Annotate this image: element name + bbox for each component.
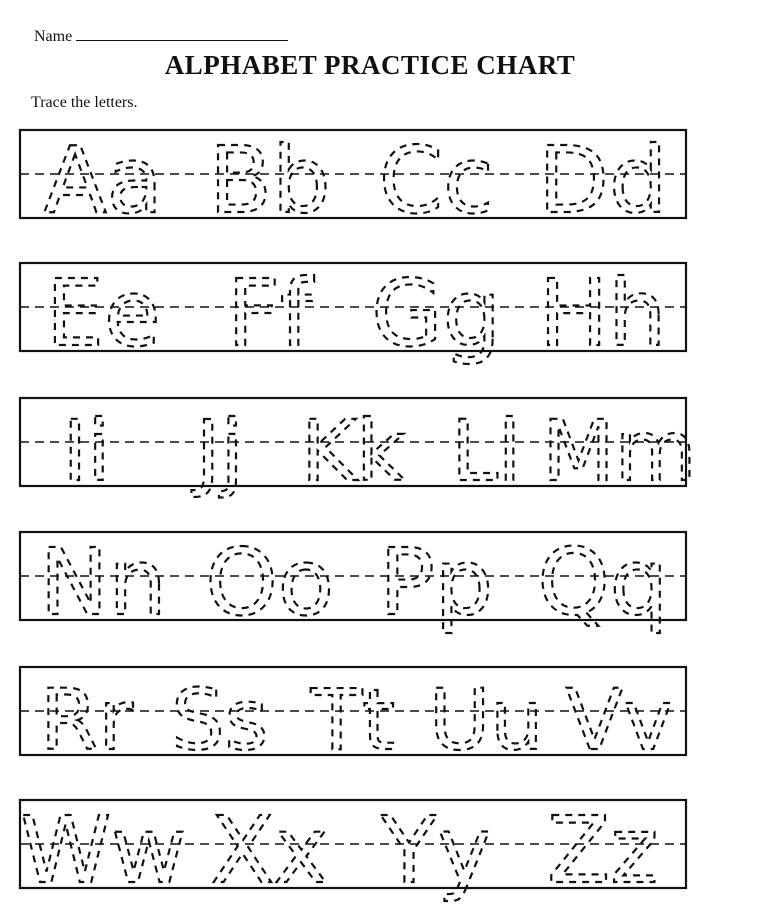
trace-letters-mm: Mm xyxy=(542,402,697,500)
trace-letters-pp: Pp xyxy=(379,529,494,636)
writing-box xyxy=(20,532,686,620)
trace-letters-vv: Vv xyxy=(565,671,673,769)
trace-letters-tt: Tt xyxy=(310,671,396,769)
worksheet-title: ALPHABET PRACTICE CHART xyxy=(164,50,576,80)
trace-letters-aa: Aa xyxy=(43,127,163,234)
trace-letters-uu: Uu xyxy=(428,671,544,769)
trace-letters-qq: Qq xyxy=(537,529,669,636)
writing-box xyxy=(20,398,686,486)
writing-box xyxy=(20,800,686,888)
trace-letters-cc: Cc xyxy=(378,127,494,234)
trace-letters-ll: Ll xyxy=(451,402,522,500)
writing-box xyxy=(20,667,686,755)
tracing-row-5 xyxy=(20,667,686,769)
trace-letters-zz: Zz xyxy=(547,797,659,904)
trace-letters-ff: Ff xyxy=(227,260,313,367)
trace-letters-yy: Yy xyxy=(380,797,492,904)
trace-letters-kk: Kk xyxy=(301,402,405,500)
tracing-row-3 xyxy=(20,398,697,500)
instructions: Trace the letters. xyxy=(31,94,138,111)
trace-letters-rr: Rr xyxy=(40,671,134,769)
writing-box xyxy=(20,130,686,218)
tracing-row-1 xyxy=(20,127,686,234)
trace-letters-bb: Bb xyxy=(208,127,331,234)
writing-box xyxy=(20,263,686,351)
trace-letters-oo: Oo xyxy=(205,529,335,636)
tracing-row-6 xyxy=(20,797,686,904)
tracing-row-2 xyxy=(20,260,686,367)
name-label: Name xyxy=(34,28,73,45)
trace-letters-ii: Ii xyxy=(62,402,111,500)
trace-letters-ee: Ee xyxy=(45,260,161,367)
trace-letters-dd: Dd xyxy=(538,127,668,234)
trace-letters-jj: Jj xyxy=(195,402,244,500)
trace-letters-ss: Ss xyxy=(171,671,269,769)
tracing-row-4 xyxy=(20,529,686,636)
name-blank-line[interactable] xyxy=(76,26,288,41)
name-field[interactable] xyxy=(34,26,288,46)
trace-letters-hh: Hh xyxy=(539,260,667,367)
trace-letters-nn: Nn xyxy=(39,529,167,636)
trace-letters-xx: Xx xyxy=(211,797,329,904)
trace-letters-gg: Gg xyxy=(371,260,502,367)
trace-letters-ww: Ww xyxy=(20,797,187,904)
